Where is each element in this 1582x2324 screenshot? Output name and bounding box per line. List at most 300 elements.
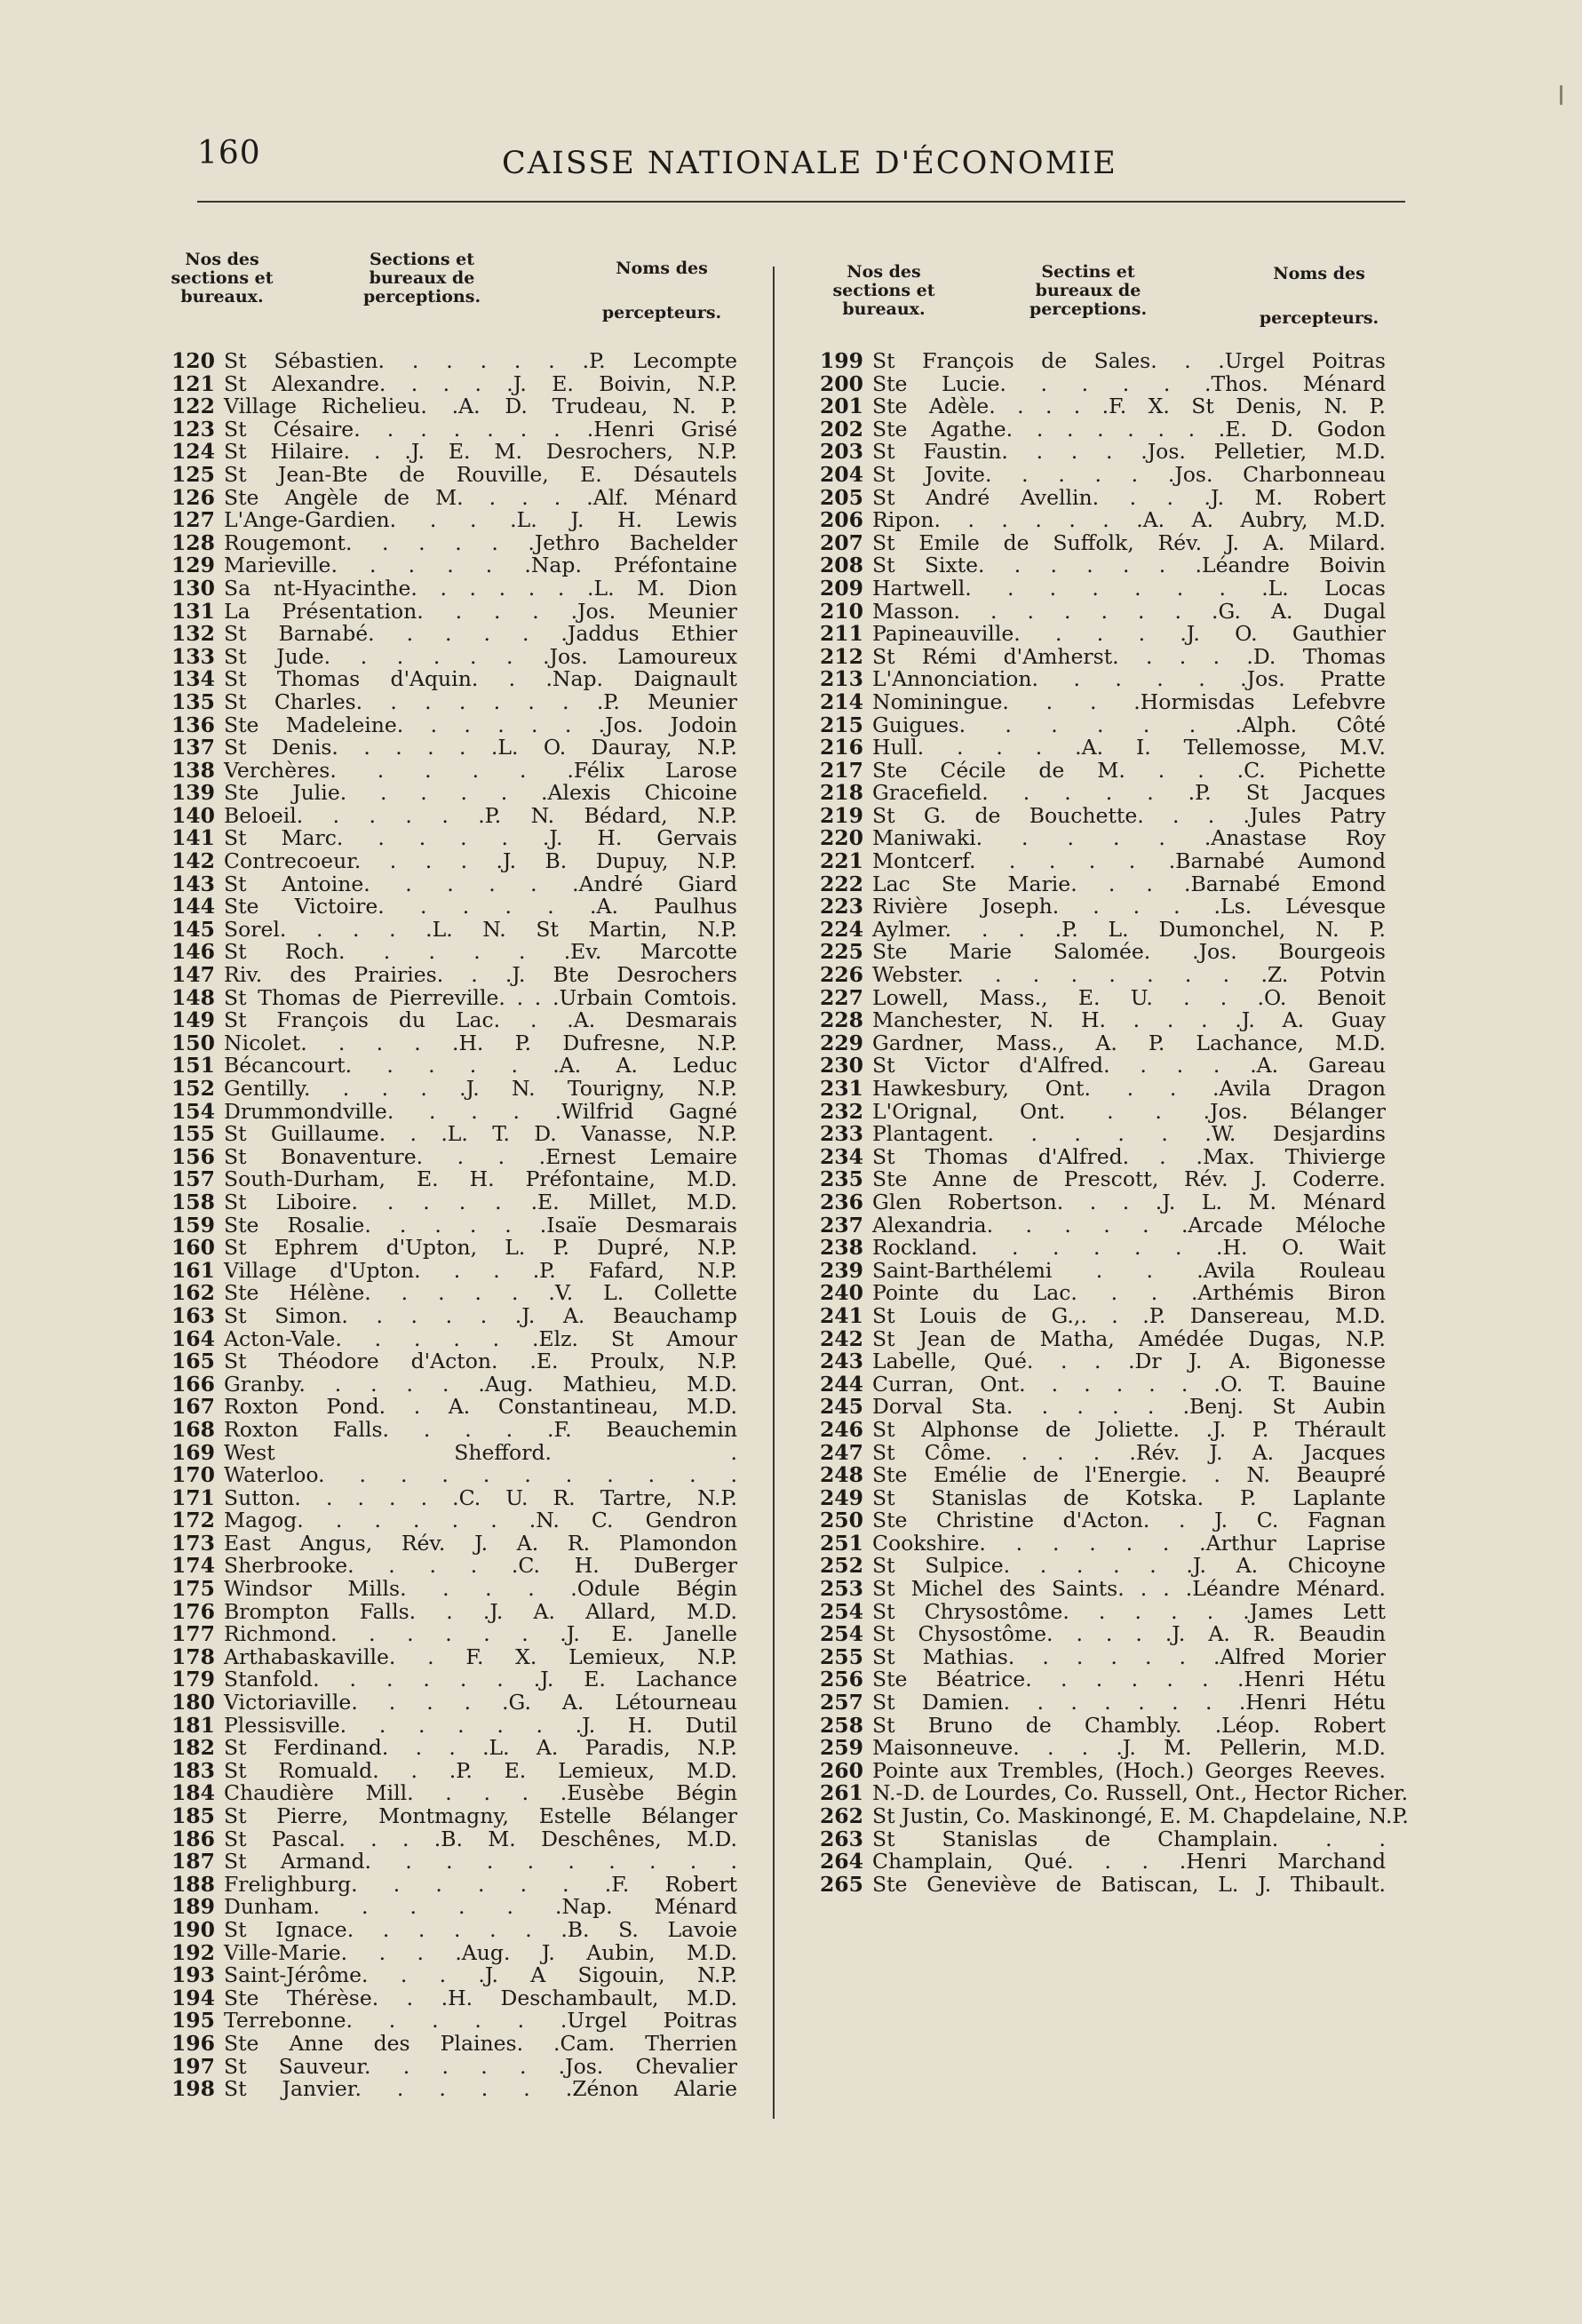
- list-item: [169, 1123, 737, 1146]
- list-item: [817, 370, 1386, 396]
- section-number: 128: [171, 529, 215, 555]
- section-number: 157: [171, 1166, 215, 1192]
- section-number: 167: [171, 1394, 215, 1420]
- list-item: [817, 688, 1386, 714]
- section-entry-text: St Jean de Matha, Amédée Dugas, N.P.: [872, 1325, 1386, 1351]
- section-entry-text: L'Annonciation. . . . . .Jos. Pratte: [872, 666, 1386, 692]
- section-number: 239: [819, 1257, 863, 1283]
- section-entry-text: St Romuald. . .P. E. Lemieux, M.D.: [224, 1757, 737, 1783]
- section-entry-text: Ste Cécile de M. . . .C. Pichette: [872, 757, 1386, 783]
- section-number: 247: [819, 1439, 863, 1465]
- section-number: 259: [819, 1735, 863, 1761]
- list-item: [169, 1302, 737, 1328]
- section-number: 254: [819, 1598, 863, 1624]
- section-number: 225: [819, 939, 863, 965]
- section-number: 149: [171, 1007, 215, 1033]
- section-entry-text: Guigues. . . . . . .Alph. Côté: [872, 712, 1386, 737]
- section-entry-text: Nicolet. . . . .H. P. Dufresne, N.P.: [224, 1030, 737, 1055]
- margin-mark: [1560, 85, 1562, 105]
- section-number: 204: [819, 461, 863, 487]
- section-number: 123: [171, 416, 215, 442]
- list-item: [817, 1282, 1386, 1305]
- section-entry-text: Lowell, Mass., E. U. . . .O. Benoit: [872, 984, 1386, 1010]
- section-number: 177: [171, 1621, 215, 1647]
- section-entry-text: St Thomas de Pierreville. . . .Urbain Comtois.: [224, 984, 737, 1010]
- list-item: [817, 1123, 1386, 1146]
- section-entry-text: Sutton. . . . . .C. U. R. Tartre, N.P.: [224, 1484, 737, 1510]
- list-item: [169, 554, 737, 577]
- list-item: [817, 1078, 1386, 1101]
- list-item: [169, 916, 737, 942]
- list-item: [169, 1373, 737, 1397]
- section-number: 248: [819, 1462, 863, 1488]
- section-entry-text: Frelighburg. . . . . . .F. Robert: [224, 1871, 737, 1897]
- section-number: 203: [819, 439, 863, 465]
- section-number: 164: [171, 1325, 215, 1351]
- section-entry-text: Pointe aux Trembles, (Hoch.) Georges Reeves.: [872, 1757, 1386, 1783]
- section-number: 240: [819, 1280, 863, 1306]
- list-item: [817, 850, 1386, 873]
- list-item: [169, 418, 737, 442]
- list-item: [169, 643, 737, 669]
- list-item: [169, 623, 737, 646]
- section-entry-text: St Jean-Bte de Rouville, E. Désautels: [224, 461, 737, 487]
- section-number: 197: [171, 2053, 215, 2079]
- list-item: [169, 1691, 737, 1715]
- section-entry-text: Maisonneuve. . . .J. M. Pellerin, M.D.: [872, 1735, 1386, 1761]
- section-entry-text: Papineauville. . . . .J. O. Gauthier: [872, 621, 1386, 647]
- list-item: [817, 1191, 1386, 1214]
- section-entry-text: Roxton Falls. . . . .F. Beauchemin: [224, 1416, 737, 1442]
- section-entry-text: Rockland. . . . . . .H. O. Wait: [872, 1235, 1386, 1261]
- section-entry-text: Ste Anne de Prescott, Rév. J. Coderre.: [872, 1166, 1386, 1192]
- list-item: [817, 395, 1386, 418]
- section-number: 260: [819, 1757, 863, 1783]
- section-entry-text: St G. de Bouchette. . . .Jules Patry: [872, 802, 1386, 828]
- list-item: [169, 1712, 737, 1738]
- section-entry-text: St Barnabé. . . . . .Jaddus Ethier: [224, 621, 737, 647]
- section-number: 220: [819, 825, 863, 851]
- section-entry-text: Ste Geneviève de Batiscan, L. J. Thibault.: [872, 1871, 1386, 1897]
- section-number: 180: [171, 1690, 215, 1715]
- section-number: 148: [171, 984, 215, 1010]
- section-entry-text: St Faustin. . . . .Jos. Pelletier, M.D.: [872, 439, 1386, 465]
- section-number: 189: [171, 1894, 215, 1920]
- section-number: 195: [171, 2008, 215, 2034]
- list-item: [817, 1484, 1386, 1510]
- section-entry-text: Champlain, Qué. . . .Henri Marchand: [872, 1849, 1386, 1874]
- section-entry-text: St Damien. . . . . . . .Henri Hétu: [872, 1690, 1386, 1715]
- list-item: [817, 1464, 1386, 1487]
- section-number: 138: [171, 757, 215, 783]
- section-entry-text: Rivière Joseph. . . . .Ls. Lévesque: [872, 894, 1386, 919]
- section-entry-text: Magog. . . . . . .N. C. Gendron: [224, 1508, 737, 1533]
- section-number: 216: [819, 735, 863, 760]
- list-item: [817, 1143, 1386, 1169]
- section-entry-text: St Roch. . . . . .Ev. Marcotte: [224, 939, 737, 965]
- list-item: [169, 757, 737, 783]
- list-item: [817, 1532, 1386, 1556]
- list-item: [169, 1168, 737, 1191]
- section-number: 184: [171, 1780, 215, 1806]
- list-item: [169, 1805, 737, 1828]
- section-entry-text: St Mathias. . . . . . .Alfred Morier: [872, 1644, 1386, 1669]
- section-entry-text: Curran, Ont. . . . . . .O. T. Bauine: [872, 1371, 1386, 1397]
- section-entry-text: St Théodore d'Acton. .E. Proulx, N.P.: [224, 1349, 737, 1374]
- list-item: [169, 1055, 737, 1078]
- list-item: [817, 827, 1386, 850]
- section-entry-text: South-Durham, E. H. Préfontaine, M.D.: [224, 1166, 737, 1192]
- section-entry-text: St Antoine. . . . . .André Giard: [224, 871, 737, 896]
- heading-section-numbers: Nos des sections et bureaux.: [832, 262, 935, 319]
- section-entry-text: Webster. . . . . . . . .Z. Potvin: [872, 962, 1386, 988]
- section-number: 226: [819, 962, 863, 988]
- list-item: [817, 802, 1386, 828]
- list-item: [817, 873, 1386, 896]
- heading-collector-names: Noms des: [1273, 264, 1365, 283]
- section-number: 151: [171, 1053, 215, 1078]
- list-item: [169, 598, 737, 624]
- section-number: 171: [171, 1484, 215, 1510]
- section-entry-text: Montcerf. . . . . .Barnabé Aumond: [872, 848, 1386, 874]
- section-number: 241: [819, 1302, 863, 1328]
- left-column: [169, 251, 737, 2101]
- list-item: [817, 1055, 1386, 1078]
- list-item: [817, 1396, 1386, 1419]
- section-number: 245: [819, 1394, 863, 1420]
- list-item: [169, 1032, 737, 1055]
- list-item: [817, 577, 1386, 601]
- list-item: [169, 1850, 737, 1874]
- section-entry-text: Ste Christine d'Acton. . J. C. Fagnan: [872, 1508, 1386, 1533]
- section-number: 251: [819, 1530, 863, 1556]
- section-number: 143: [171, 871, 215, 896]
- list-item: [169, 802, 737, 828]
- heading-collector-names: Noms des: [616, 259, 708, 278]
- list-item: [817, 509, 1386, 532]
- section-number: 131: [171, 598, 215, 624]
- section-number: 133: [171, 643, 215, 669]
- section-entry-text: Maniwaki. . . . . .Anastase Roy: [872, 825, 1386, 851]
- list-item: [817, 1416, 1386, 1442]
- list-item: [169, 1143, 737, 1169]
- list-item: [169, 1325, 737, 1351]
- section-number: 205: [819, 484, 863, 510]
- section-number: 201: [819, 394, 863, 419]
- section-entry-text: St Justin, Co. Maskinongé, E. M. Chapdelaine, N.P.: [872, 1803, 1409, 1828]
- section-entry-text: Ste Angèle de M. . . . .Alf. Ménard: [224, 484, 737, 510]
- section-number: 132: [171, 621, 215, 647]
- section-number: 163: [171, 1302, 215, 1328]
- section-entry-text: L'Orignal, Ont. . . .Jos. Bélanger: [872, 1098, 1386, 1124]
- list-item: [169, 1939, 737, 1965]
- list-item: [169, 1257, 737, 1283]
- section-entry-text: St Sixte. . . . . . .Léandre Boivin: [872, 553, 1386, 578]
- list-item: [169, 1828, 737, 1851]
- list-item: [817, 668, 1386, 691]
- list-item: [169, 782, 737, 805]
- section-number: 211: [819, 621, 863, 647]
- section-entry-text: Sorel. . . . .L. N. St Martin, N.P.: [224, 916, 737, 942]
- right-entry-list: [817, 348, 1409, 1897]
- section-entry-text: Ste Marie Salomée. .Jos. Bourgeois: [872, 939, 1386, 965]
- list-item: [169, 441, 737, 464]
- section-number: 135: [171, 688, 215, 714]
- list-item: [169, 509, 737, 532]
- list-item: [817, 1623, 1386, 1646]
- left-entry-list: [169, 350, 737, 2101]
- list-item: [817, 1509, 1386, 1532]
- list-item: [169, 1757, 737, 1783]
- list-item: [169, 1396, 737, 1419]
- list-item: [169, 964, 737, 987]
- list-item: [169, 370, 737, 396]
- page-number: 160: [197, 135, 261, 171]
- section-entry-text: Ste Victoire. . . . . .A. Paulhus: [224, 894, 737, 919]
- section-entry-text: St Jovite. . . . . .Jos. Charbonneau: [872, 461, 1386, 487]
- section-entry-text: St Ferdinand. . . .L. A. Paradis, N.P.: [224, 1735, 737, 1761]
- section-number: 224: [819, 916, 863, 942]
- section-number: 188: [171, 1871, 215, 1897]
- section-entry-text: St Chysostôme. . . . .J. A. R. Beaudin: [872, 1621, 1386, 1647]
- section-entry-text: St Sébastien. . . . . . .P. Lecompte: [224, 348, 737, 373]
- section-entry-text: Saint-Jérôme. . . .J. A Sigouin, N.P.: [224, 1962, 737, 1988]
- section-number: 187: [171, 1849, 215, 1874]
- section-entry-text: Ste Béatrice. . . . . . .Henri Hétu: [872, 1667, 1386, 1692]
- section-number: 223: [819, 894, 863, 919]
- section-entry-text: St Thomas d'Aquin. . .Nap. Daignault: [224, 666, 737, 692]
- section-number: 210: [819, 598, 863, 624]
- section-entry-text: St Armand. . . . . . . . . .: [224, 1849, 737, 1874]
- section-entry-text: St Ignace. . . . . . .B. S. Lavoie: [224, 1916, 737, 1942]
- list-item: [817, 554, 1386, 577]
- section-number: 169: [171, 1439, 215, 1465]
- right-column-heading: [817, 251, 1386, 350]
- section-number: 265: [819, 1871, 863, 1897]
- list-item: [169, 395, 737, 418]
- section-entry-text: Labelle, Qué. . . .Dr J. A. Bigonesse: [872, 1349, 1386, 1374]
- section-number: 209: [819, 575, 863, 601]
- list-item: [169, 1416, 737, 1442]
- section-number: 214: [819, 688, 863, 714]
- section-entry-text: La Présentation. . . . .Jos. Meunier: [224, 598, 737, 624]
- heading-section-numbers: Nos des sections et bureaux.: [171, 250, 274, 306]
- list-item: [817, 984, 1386, 1010]
- list-item: [169, 714, 737, 737]
- list-item: [817, 1850, 1386, 1874]
- section-number: 199: [819, 348, 863, 373]
- list-item: [817, 1780, 1409, 1806]
- section-number: 222: [819, 871, 863, 896]
- section-number: 207: [819, 529, 863, 555]
- section-entry-text: St François de Sales. . .Urgel Poitras: [872, 348, 1386, 373]
- section-number: 231: [819, 1076, 863, 1101]
- list-item: [817, 1598, 1386, 1624]
- section-entry-text: Waterloo. . . . . . . . . . .: [224, 1462, 737, 1488]
- section-entry-text: Contrecoeur. . . . .J. B. Dupuy, N.P.: [224, 848, 737, 874]
- list-item: [817, 941, 1386, 964]
- list-item: [169, 984, 737, 1010]
- list-item: [169, 1009, 737, 1032]
- section-number: 165: [171, 1349, 215, 1374]
- section-number: 186: [171, 1826, 215, 1851]
- section-number: 183: [171, 1757, 215, 1783]
- section-entry-text: St Thomas d'Alfred. . .Max. Thivierge: [872, 1143, 1386, 1169]
- list-item: [817, 1691, 1386, 1715]
- section-number: 190: [171, 1916, 215, 1942]
- list-item: [169, 736, 737, 760]
- list-item: [169, 1098, 737, 1124]
- section-number: 166: [171, 1371, 215, 1397]
- section-entry-text: Terrebonne. . . . . .Urgel Poitras: [224, 2008, 737, 2034]
- list-item: [817, 1373, 1386, 1397]
- section-number: 215: [819, 712, 863, 737]
- section-number: 172: [171, 1508, 215, 1533]
- section-number: 181: [171, 1712, 215, 1738]
- section-entry-text: Alexandria. . . . . .Arcade Méloche: [872, 1212, 1386, 1238]
- list-item: [817, 643, 1386, 669]
- section-number: 227: [819, 984, 863, 1010]
- section-entry-text: Stanfold. . . . . . .J. E. Lachance: [224, 1667, 737, 1692]
- section-entry-text: St Victor d'Alfred. . . . .A. Gareau: [872, 1053, 1386, 1078]
- section-entry-text: Ste Thérèse. . .H. Deschambault, M.D.: [224, 1985, 737, 2010]
- list-item: [817, 916, 1386, 942]
- section-number: 238: [819, 1235, 863, 1261]
- section-entry-text: West Shefford. .: [224, 1439, 737, 1465]
- section-entry-text: Plessisville. . . . . . .J. H. Dutil: [224, 1712, 737, 1738]
- section-entry-text: Hull. . . . .A. I. Tellemosse, M.V.: [872, 735, 1386, 760]
- section-entry-text: Acton-Vale. . . . . .Elz. St Amour: [224, 1325, 737, 1351]
- section-number: 120: [171, 348, 215, 373]
- list-item: [817, 714, 1386, 737]
- list-item: [169, 1439, 737, 1465]
- section-entry-text: Hawkesbury, Ont. . . .Avila Dragon: [872, 1076, 1386, 1101]
- list-item: [169, 1623, 737, 1646]
- list-item: [817, 1439, 1386, 1465]
- heading-section-names: Sectins et bureaux de perceptions.: [1029, 262, 1148, 319]
- section-number: 150: [171, 1030, 215, 1055]
- list-item: [817, 1237, 1386, 1260]
- section-number: 206: [819, 507, 863, 533]
- section-entry-text: Beloeil. . . . . .P. N. Bédard, N.P.: [224, 802, 737, 828]
- section-number: 234: [819, 1143, 863, 1169]
- section-entry-text: L'Ange-Gardien. . . .L. J. H. Lewis: [224, 507, 737, 533]
- section-number: 162: [171, 1280, 215, 1306]
- section-entry-text: Ste Hélène. . . . . .V. L. Collette: [224, 1280, 737, 1306]
- list-item: [817, 1257, 1386, 1283]
- section-number: 253: [819, 1576, 863, 1602]
- section-number: 250: [819, 1508, 863, 1533]
- section-number: 249: [819, 1484, 863, 1510]
- section-entry-text: Ste Madeleine. . . . . . .Jos. Jodoin: [224, 712, 737, 737]
- section-entry-text: St Bonaventure. . . .Ernest Lemaire: [224, 1143, 737, 1169]
- list-item: [169, 1646, 737, 1669]
- section-number: 152: [171, 1076, 215, 1101]
- section-number: 213: [819, 666, 863, 692]
- section-number: 146: [171, 939, 215, 965]
- section-entry-text: Masson. . . . . . . .G. A. Dugal: [872, 598, 1386, 624]
- list-item: [817, 1712, 1386, 1738]
- list-item: [169, 2078, 737, 2101]
- section-entry-text: Ste Anne des Plaines. .Cam. Therrien: [224, 2030, 737, 2056]
- section-number: 242: [819, 1325, 863, 1351]
- section-number: 254: [819, 1621, 863, 1647]
- list-item: [169, 688, 737, 714]
- section-entry-text: Ste Agathe. . . . . . . .E. D. Godon: [872, 416, 1386, 442]
- section-number: 221: [819, 848, 863, 874]
- section-number: 155: [171, 1121, 215, 1147]
- section-entry-text: Ste Rosalie. . . . . .Isaïe Desmarais: [224, 1212, 737, 1238]
- section-number: 129: [171, 553, 215, 578]
- section-number: 139: [171, 780, 215, 806]
- list-item: [817, 441, 1386, 464]
- list-item: [817, 736, 1386, 760]
- section-number: 154: [171, 1098, 215, 1124]
- list-item: [169, 1509, 737, 1532]
- list-item: [169, 2053, 737, 2079]
- section-number: 160: [171, 1235, 215, 1261]
- section-number: 144: [171, 894, 215, 919]
- section-entry-text: St Alphonse de Joliette. .J. P. Thérault: [872, 1416, 1386, 1442]
- section-number: 170: [171, 1462, 215, 1488]
- section-entry-text: Gardner, Mass., A. P. Lachance, M.D.: [872, 1030, 1386, 1055]
- list-item: [817, 350, 1386, 373]
- section-entry-text: St Bruno de Chambly. .Léop. Robert: [872, 1712, 1386, 1738]
- section-entry-text: St Pascal. . . .B. M. Deschênes, M.D.: [224, 1826, 737, 1851]
- list-item: [817, 529, 1386, 555]
- section-entry-text: St André Avellin. . . .J. M. Robert: [872, 484, 1386, 510]
- list-item: [169, 1237, 737, 1260]
- section-number: 258: [819, 1712, 863, 1738]
- running-title: CAISSE NATIONALE D'ÉCONOMIE: [502, 146, 1117, 181]
- section-number: 121: [171, 370, 215, 396]
- section-number: 168: [171, 1416, 215, 1442]
- section-entry-text: St Janvier. . . . . .Zénon Alarie: [224, 2076, 737, 2102]
- section-entry-text: Drummondville. . . . .Wilfrid Gagné: [224, 1098, 737, 1124]
- list-item: [169, 941, 737, 964]
- list-item: [817, 1302, 1386, 1328]
- list-item: [169, 873, 737, 896]
- section-number: 243: [819, 1349, 863, 1374]
- right-column: [817, 251, 1409, 1897]
- list-item: [169, 529, 737, 555]
- section-number: 136: [171, 712, 215, 737]
- section-number: 159: [171, 1212, 215, 1238]
- section-entry-text: Village Richelieu. .A. D. Trudeau, N. P.: [224, 394, 737, 419]
- section-entry-text: Brompton Falls. . .J. A. Allard, M.D.: [224, 1598, 737, 1624]
- heading-collector-names-2: percepteurs.: [601, 303, 722, 322]
- section-number: 175: [171, 1576, 215, 1602]
- section-entry-text: Ripon. . . . . . .A. A. Aubry, M.D.: [872, 507, 1386, 533]
- section-entry-text: Victoriaville. . . . .G. A. Létourneau: [224, 1690, 737, 1715]
- section-number: 228: [819, 1007, 863, 1033]
- section-number: 237: [819, 1212, 863, 1238]
- list-item: [169, 1987, 737, 2010]
- list-item: [817, 1325, 1386, 1351]
- section-entry-text: Roxton Pond. . A. Constantineau, M.D.: [224, 1394, 737, 1420]
- section-entry-text: St Hilaire. . .J. E. M. Desrochers, N.P.: [224, 439, 737, 465]
- section-number: 179: [171, 1667, 215, 1692]
- heading-section-names: Sections et bureaux de perceptions.: [362, 250, 481, 306]
- section-entry-text: Sa nt-Hyacinthe. . . . . . .L. M. Dion: [224, 575, 737, 601]
- section-number: 126: [171, 484, 215, 510]
- section-number: 137: [171, 735, 215, 760]
- list-item: [169, 1191, 737, 1214]
- section-number: 176: [171, 1598, 215, 1624]
- section-entry-text: St Stanislas de Champlain. . .: [872, 1826, 1386, 1851]
- section-entry-text: Aylmer. . . .P. L. Dumonchel, N. P.: [872, 916, 1386, 942]
- list-item: [817, 623, 1386, 646]
